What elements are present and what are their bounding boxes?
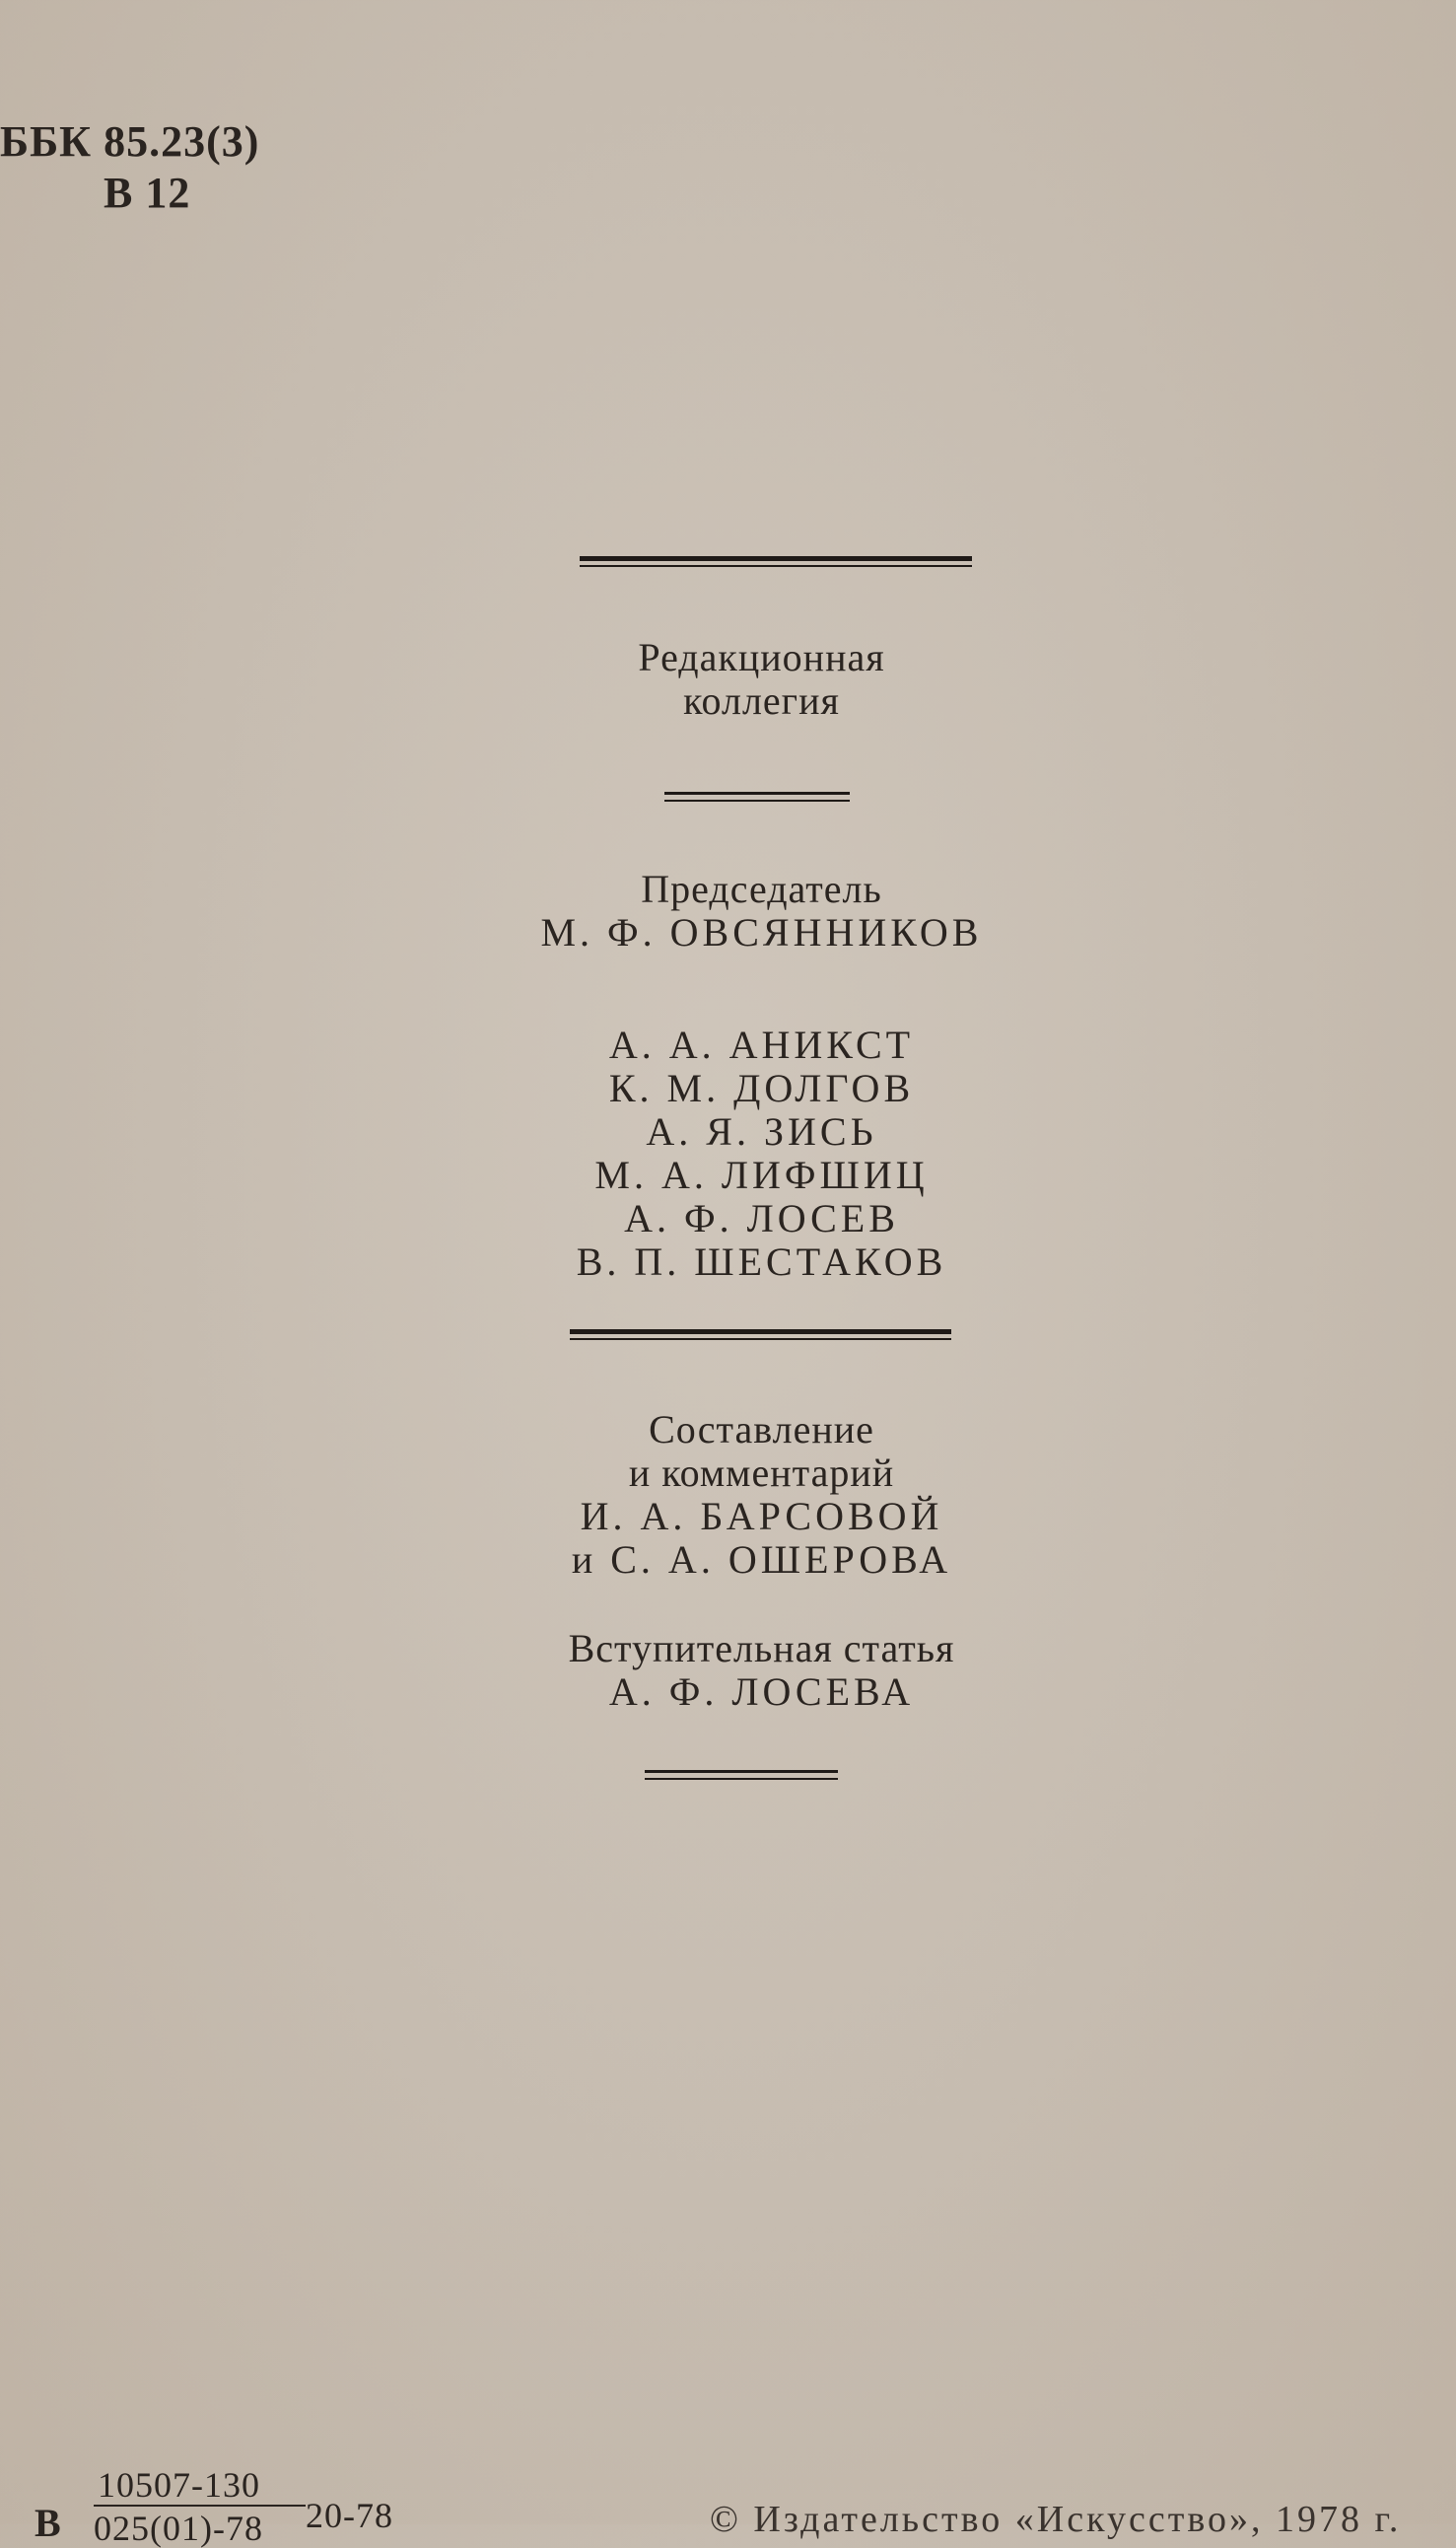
compilation-line-4: и С. А. ОШЕРОВА — [571, 1537, 952, 1582]
imprint-denominator: 025(01)-78 — [94, 2505, 306, 2548]
classification-line-1: ББК 85.23(3) — [0, 117, 260, 166]
small-rule-2 — [645, 1770, 838, 1773]
compilation-line-2: и комментарий — [628, 1451, 895, 1495]
imprint-fraction — [94, 2465, 306, 2548]
imprint-suffix: 20-78 — [306, 2496, 393, 2535]
compilation-line-1: Составление — [649, 1407, 874, 1451]
board-member: К. М. ДОЛГОВ — [608, 1066, 915, 1110]
middle-double-rule — [570, 1329, 951, 1334]
compilation-block — [0, 1408, 1456, 1582]
board-members-list — [0, 1024, 1456, 1284]
chairman-block — [0, 868, 1456, 955]
top-double-rule — [580, 556, 972, 561]
introduction-line-2: А. Ф. ЛОСЕВА — [608, 1669, 915, 1714]
board-member: А. Я. ЗИСЬ — [646, 1109, 877, 1154]
copyright-notice: © Издательство «Искусство», 1978 г. — [710, 2499, 1402, 2540]
board-member: В. П. ШЕСТАКОВ — [576, 1239, 947, 1284]
introduction-line-1: Вступительная статья — [568, 1626, 955, 1670]
small-rule-1 — [664, 792, 850, 795]
editorial-heading-line-2: коллегия — [683, 678, 840, 723]
imprint-letter: В — [35, 2501, 61, 2545]
classification-line-2: В 12 — [104, 169, 191, 217]
editorial-heading-line-1: Редакционная — [638, 635, 885, 679]
classification-code — [0, 116, 259, 219]
introduction-block — [0, 1627, 1456, 1714]
compilation-line-3: И. А. БАРСОВОЙ — [580, 1494, 943, 1538]
board-member: А. А. АНИКСТ — [608, 1023, 915, 1067]
editorial-board-heading — [0, 636, 1456, 723]
board-member: А. Ф. ЛОСЕВ — [624, 1196, 899, 1240]
chairman-label: Председатель — [641, 867, 882, 911]
board-member: М. А. ЛИФШИЦ — [594, 1153, 929, 1197]
imprint-numerator: 10507-130 — [98, 2465, 260, 2505]
chairman-name: М. Ф. ОВСЯННИКОВ — [540, 910, 983, 955]
